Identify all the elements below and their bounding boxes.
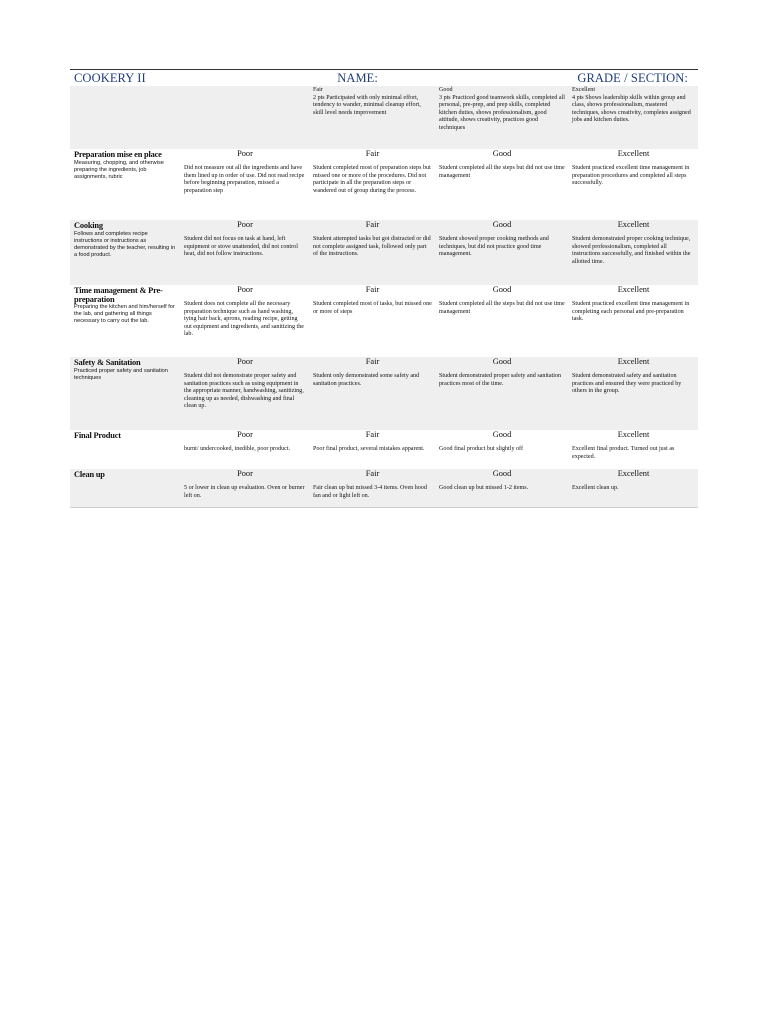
poor-text: 5 or lower in clean up evaluation. Oven or burner left on. xyxy=(184,485,305,499)
poor-text: Student does not complete all the necessary preparation technique such as hand washing, tying hair back, aprons, reading recipe, getting out equipment and ingredients, and sanitizing the lab. xyxy=(184,301,304,338)
legend-fair: Fair 2 pts Participated with only minimal effort, tendency to wander, minimal cleanup effort, skill level needs improvement xyxy=(309,86,435,149)
poor-cell xyxy=(180,430,309,469)
criterion-cell xyxy=(70,469,180,507)
criterion-description: Follows and completes recipe instructions or instructions as demonstrated by the teacher, resulting in a food product. xyxy=(74,230,176,258)
rubric-table xyxy=(70,86,698,508)
criterion-name: Safety & Sanitation xyxy=(74,358,141,367)
level-label: Good xyxy=(492,430,512,439)
poor-cell xyxy=(180,220,309,285)
level-label: Fair xyxy=(365,149,380,158)
fair-cell xyxy=(309,220,435,285)
excellent-text: Student practiced excellent time management in completing each personal and pre-preparation task. xyxy=(572,301,690,323)
level-label: Excellent xyxy=(617,430,650,439)
level-label: Excellent xyxy=(617,149,650,158)
grade-section-label: GRADE / SECTION: xyxy=(577,70,688,85)
excellent-cell xyxy=(568,285,698,357)
excellent-cell xyxy=(568,430,698,469)
excellent-text: Excellent clean up. xyxy=(572,485,619,491)
bottom-rule xyxy=(70,507,698,508)
level-label: Excellent xyxy=(617,357,650,366)
fair-cell xyxy=(309,285,435,357)
excellent-text: Student demonstrated proper cooking technique, showed professionalism, completed all instructions successfully, and finished within the allotted time. xyxy=(572,236,691,265)
fair-cell xyxy=(309,430,435,469)
name-label: NAME: xyxy=(337,70,378,85)
good-text: Student completed all the steps but did not use time management xyxy=(439,301,565,315)
level-label: Poor xyxy=(237,357,253,366)
good-cell xyxy=(435,469,568,507)
good-cell xyxy=(435,430,568,469)
level-label: Excellent xyxy=(617,220,650,229)
level-label: Poor xyxy=(237,469,253,478)
fair-cell xyxy=(309,357,435,430)
level-label: Good xyxy=(492,357,512,366)
fair-text: Poor final product, several mistakes apparent. xyxy=(313,446,425,452)
course-title: COOKERY II xyxy=(74,70,146,85)
criterion-name: Time management & Pre-preparation xyxy=(74,286,163,304)
level-label: Fair xyxy=(365,430,380,439)
level-label: Excellent xyxy=(617,285,650,294)
poor-text: Student did not demonstrate proper safety and sanitation practices such as using equipment in the appropriate manner, handwashing, sanitizing, cleaning up as needed, dishwashing and final clean up. xyxy=(184,373,304,410)
header-row xyxy=(70,70,698,86)
fair-text: Student attempted tasks but got distracted or did not complete assigned task, followed only part of the instructions. xyxy=(313,236,431,258)
fair-text: Student only demonstrated some safety and sanitation practices. xyxy=(313,373,420,387)
criterion-description: Measuring, chopping, and otherwise preparing the ingredients, job assignments, rubric xyxy=(74,159,164,180)
level-label: Good xyxy=(492,285,512,294)
good-cell xyxy=(435,357,568,430)
excellent-text: Student practiced excellent time management in preparation procedures and completed all steps successfully. xyxy=(572,165,690,187)
level-label: Fair xyxy=(365,285,380,294)
excellent-cell xyxy=(568,220,698,285)
poor-text: burnt/ undercooked, inedible, poor product. xyxy=(184,446,291,452)
good-text: Student completed all the steps but did not use time management xyxy=(439,165,565,179)
poor-cell xyxy=(180,149,309,220)
good-text: Student demonstrated proper safety and sanitation practices most of the time. xyxy=(439,373,562,387)
fair-cell xyxy=(309,149,435,220)
criterion-cell xyxy=(70,149,180,220)
level-label: Fair xyxy=(365,357,380,366)
fair-text: Fair clean up but missed 3-4 items. Oven hood fan and or light left on. xyxy=(313,485,427,499)
legend-good: Good 3 pts Practiced good teamwork skills, completed all personal, pre-prep, and prep skills, completed kitchen duties, shows professionalism, good attitude, shows creativity, practices good techniques xyxy=(435,86,568,149)
good-text: Student showed proper cooking methods and techniques, but did not practice good time management. xyxy=(439,236,549,258)
good-cell xyxy=(435,149,568,220)
good-cell xyxy=(435,285,568,357)
level-label: Fair xyxy=(365,220,380,229)
good-cell xyxy=(435,220,568,285)
good-text: Good clean up but missed 1-2 items. xyxy=(439,485,529,491)
criterion-name: Clean up xyxy=(74,470,105,479)
poor-text: Student did not focus on task at hand, left equipment or stove unattended, did not control heat, did not follow instructions. xyxy=(184,236,298,258)
criterion-description: Practiced proper safety and sanitation techniques xyxy=(74,367,168,381)
level-label: Good xyxy=(492,469,512,478)
legend-empty-cell xyxy=(70,86,180,149)
criterion-name: Cooking xyxy=(74,221,103,230)
level-label: Poor xyxy=(237,285,253,294)
excellent-cell xyxy=(568,357,698,430)
level-label: Good xyxy=(492,149,512,158)
level-label: Poor xyxy=(237,149,253,158)
criterion-description: Preparing the kitchen and him/herself for the lab, and gathering all things necessary to carry out the lab. xyxy=(74,304,175,324)
excellent-text: Student demonstrated safety and sanitation practices and ensured they were practiced by others in the group. xyxy=(572,373,682,395)
legend-excellent: Excellent 4 pts Shows leadership skills within group and class, shows professionalism, mastered techniques, shows creativity, completes assigned jobs and kitchen duties. xyxy=(568,86,698,149)
legend-poor-cell xyxy=(180,86,309,149)
rubric-sheet xyxy=(70,69,698,508)
excellent-cell xyxy=(568,149,698,220)
poor-cell xyxy=(180,357,309,430)
criterion-name: Preparation mise en place xyxy=(74,150,162,159)
level-label: Fair xyxy=(365,469,380,478)
level-label: Poor xyxy=(237,220,253,229)
criterion-cell xyxy=(70,285,180,357)
poor-cell xyxy=(180,469,309,507)
criterion-cell xyxy=(70,430,180,469)
excellent-text: Excellent final product. Turned out just as expected. xyxy=(572,446,675,460)
fair-cell xyxy=(309,469,435,507)
good-text: Good final product but slightly off xyxy=(439,446,524,452)
fair-text: Student completed most of preparation steps but missed one or more of the procedures. Did not participate in all the preparation steps or wandered out of group during the process. xyxy=(313,165,431,194)
criterion-cell xyxy=(70,220,180,285)
level-label: Good xyxy=(492,220,512,229)
level-label: Excellent xyxy=(617,469,650,478)
poor-cell xyxy=(180,285,309,357)
excellent-cell xyxy=(568,469,698,507)
fair-text: Student completed most of tasks, but missed one or more of steps xyxy=(313,301,432,315)
poor-text: Did not measure out all the ingredients and have them lined up in order of use. Did not read recipe before beginning preparation, missed a preparation step xyxy=(184,165,305,194)
criterion-name: Final Product xyxy=(74,431,121,440)
criterion-cell xyxy=(70,357,180,430)
level-label: Poor xyxy=(237,430,253,439)
